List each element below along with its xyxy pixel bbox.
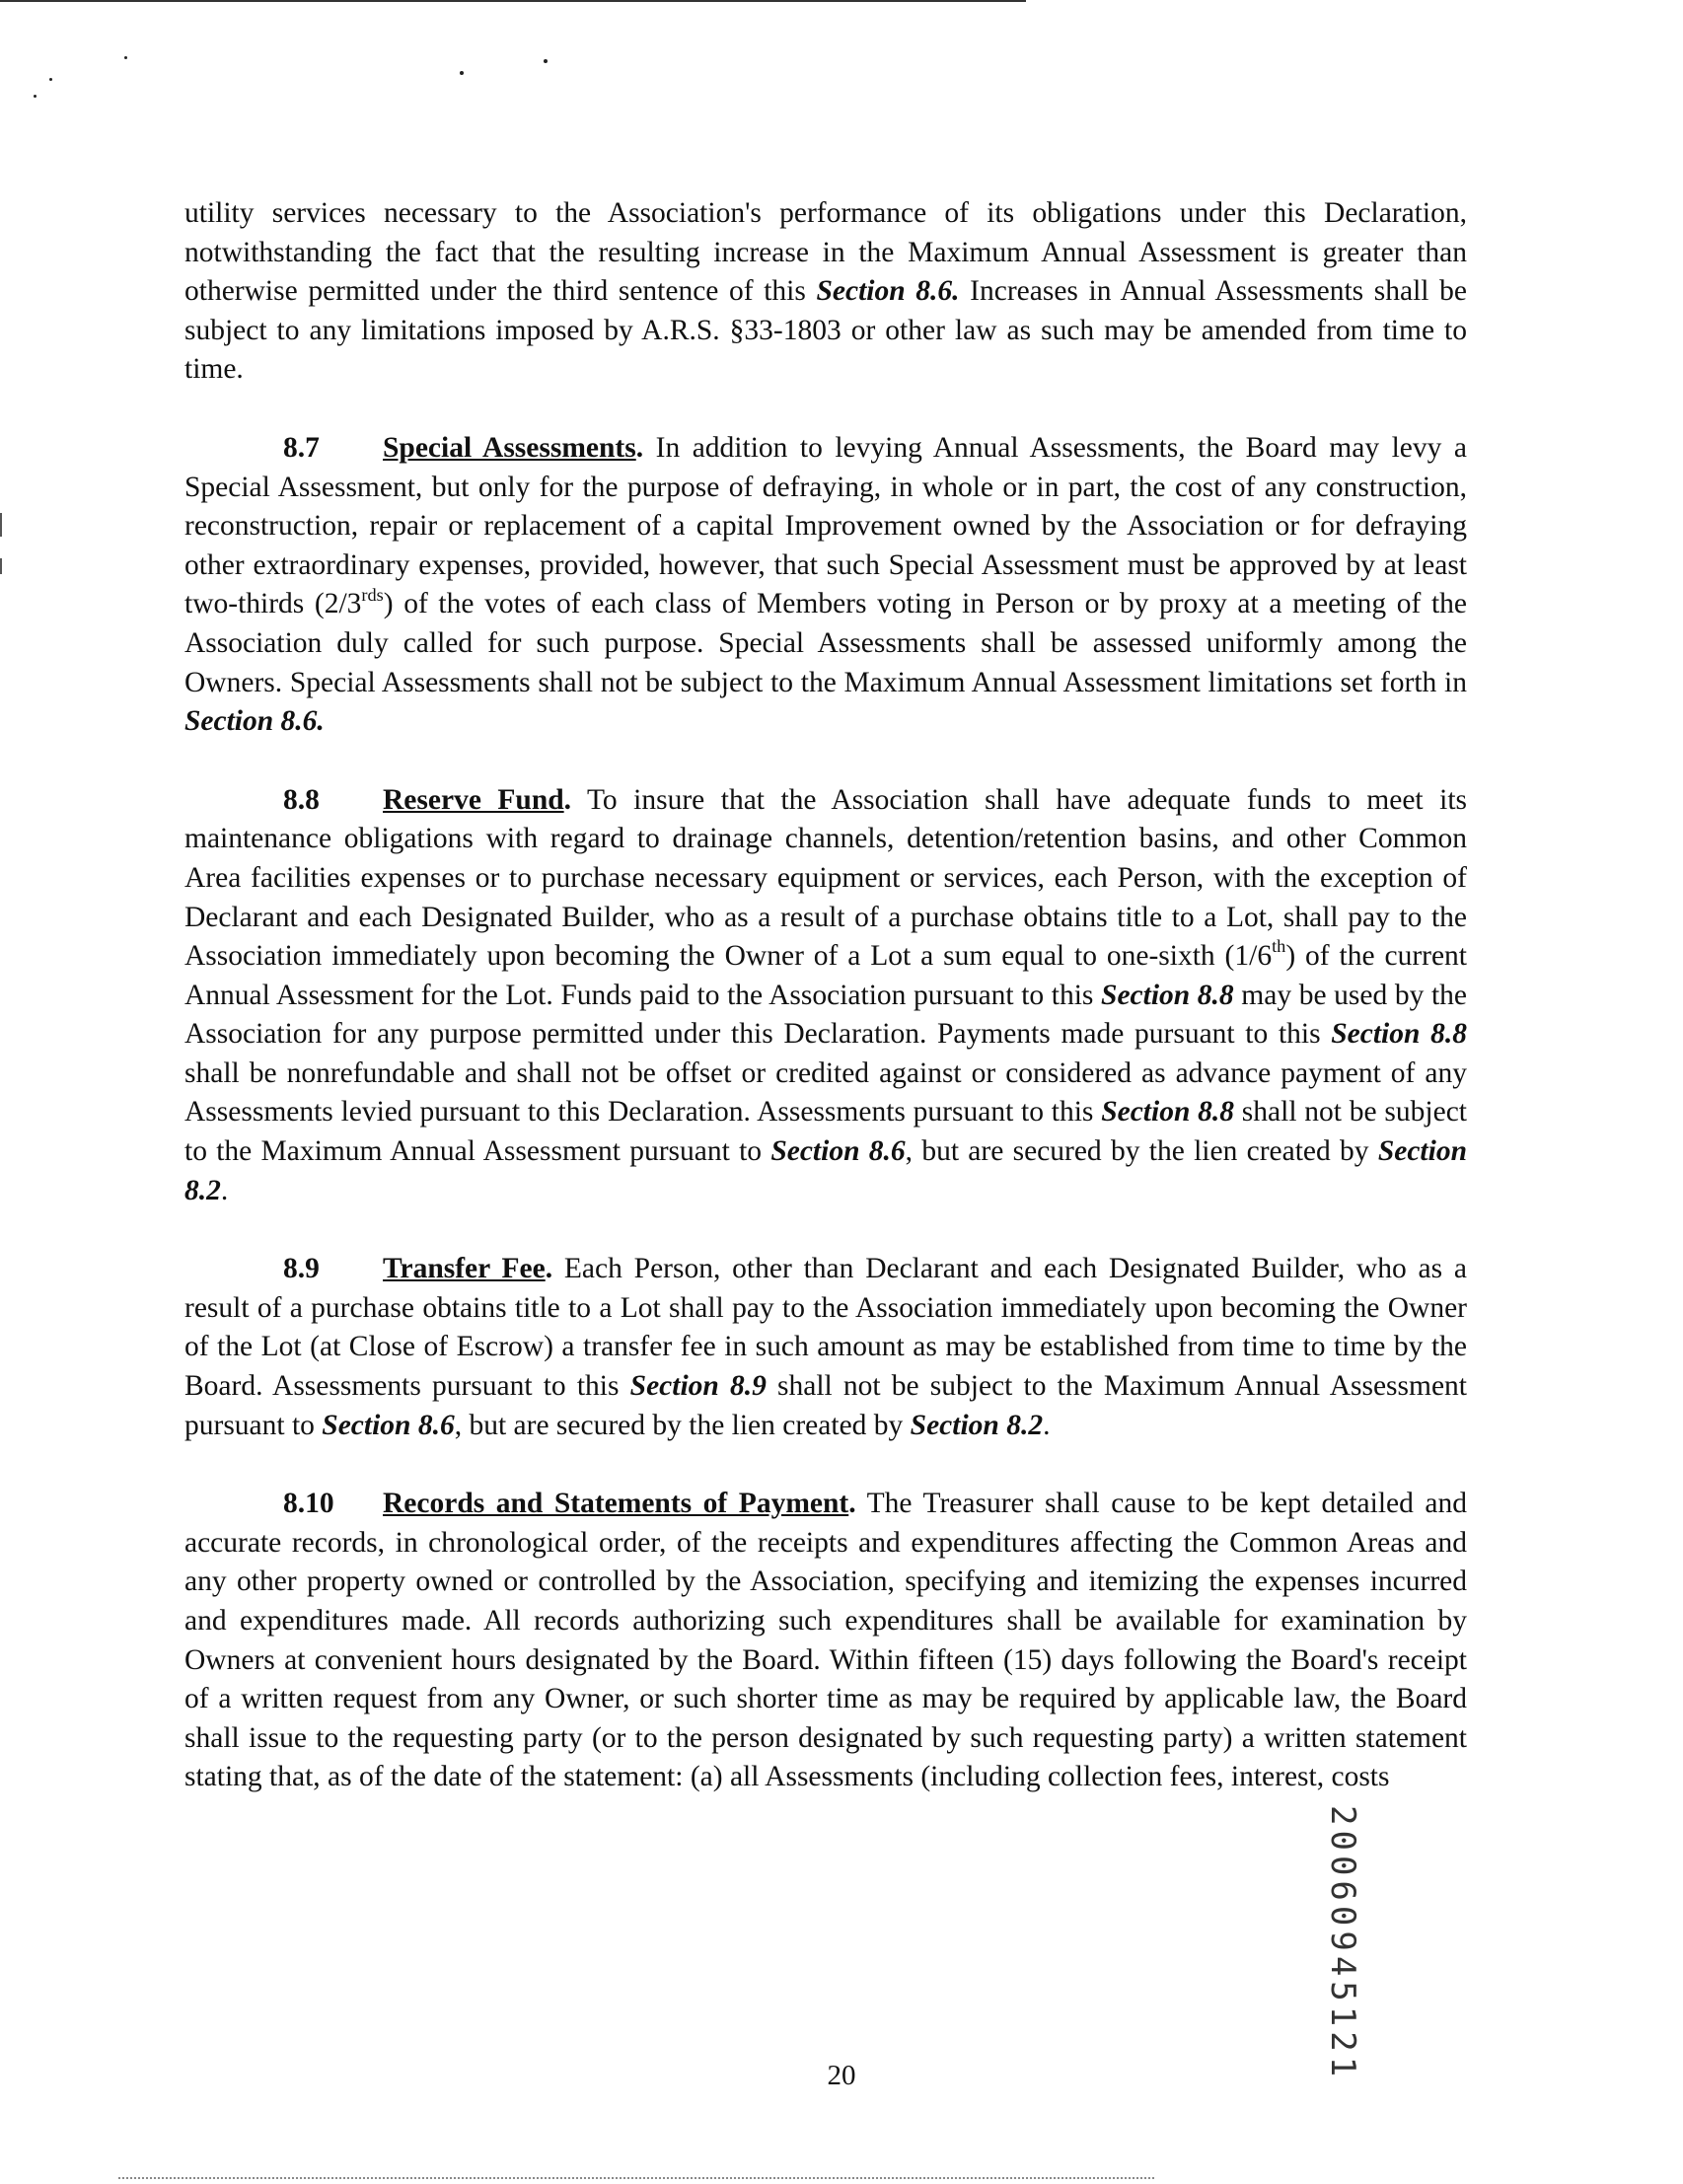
scan-edge-mark	[0, 558, 2, 574]
section-8-10-paragraph: 8.10 Records and Statements of Payment. The Treasurer shall cause to be kept detailed and accurate records, in chronological order, of the receipts and expenditures affecting the Common Areas and any other property owned or controlled by the Association, specifying and itemizing the expenses incurred and expenditures made. All records authorizing such expenditures shall be available for examination by Owners at convenient hours designated by the Board. Within fifteen (15) days following the Board's receipt of a written request from any Owner, or such shorter time as may be required by applicable law, the Board shall issue to the requesting party (or to the person designated by such requesting party) a written statement stating that, as of the date of the statement: (a) all Assessments (including collection fees, interest, costs	[184, 1485, 1467, 1797]
section-reference: Section 8.8	[1101, 979, 1234, 1011]
section-reference: Section 8.6	[322, 1409, 455, 1441]
page-number: 20	[827, 2060, 856, 2091]
section-heading: Transfer Fee	[383, 1253, 546, 1285]
top-border-line	[0, 0, 1026, 2]
section-reference: Section 8.2	[910, 1409, 1044, 1441]
scan-speck	[34, 95, 37, 98]
section-reference: Section 8.6	[770, 1135, 906, 1168]
section-number: 8.8	[283, 783, 320, 816]
section-8-9-paragraph: 8.9 Transfer Fee. Each Person, other than Declarant and each Designated Builder, who as a result of a purchase obtains title to a Lot shall pay to the Association immediately upon becoming the Owner of the Lot (at Close of Escrow) a transfer fee in such amount as may be established from time to time by the Board. Assessments pursuant to this Section 8.9 shall not be subject to the Maximum Annual Assessment pursuant to Section 8.6, but are secured by the lien created by Section 8.2.	[184, 1250, 1467, 1445]
scan-speck	[49, 78, 52, 81]
section-reference: Section 8.2	[184, 1135, 1467, 1206]
section-reference: Section 8.6.	[816, 275, 960, 308]
section-number: 8.10	[283, 1488, 334, 1520]
scan-speck	[124, 56, 127, 59]
bottom-border-line	[118, 2177, 1154, 2179]
scan-edge-mark	[0, 513, 2, 537]
section-number: 8.9	[283, 1253, 320, 1285]
section-8-8-paragraph: 8.8 Reserve Fund. To insure that the Association shall have adequate funds to meet its maintenance obligations with regard to drainage channels, detention/retention basins, and other Common Area facilities expenses or to purchase necessary equipment or services, each Person, with the exception of Declarant and each Designated Builder, who as a result of a purchase obtains title to a Lot, shall pay to the Association immediately upon becoming the Owner of a Lot a sum equal to one-sixth (1/6th) of the current Annual Assessment for the Lot. Funds paid to the Association pursuant to this Section 8.8 may be used by the Association for any purpose permitted under this Declaration. Payments made pursuant to this Section 8.8 shall be nonrefundable and shall not be offset or credited against or considered as advance payment of any Assessments levied pursuant to this Declaration. Assessments pursuant to this Section 8.8 shall not be subject to the Maximum Annual Assessment pursuant to Section 8.6, but are secured by the lien created by Section 8.2.	[184, 781, 1467, 1211]
section-heading: Reserve Fund	[383, 783, 564, 816]
recording-stamp: 20060945121	[1323, 1805, 1362, 2082]
section-reference: Section 8.8	[1331, 1018, 1467, 1051]
section-heading: Records and Statements of Payment	[383, 1488, 849, 1520]
section-heading: Special Assessments	[383, 431, 636, 464]
section-number: 8.7	[283, 431, 320, 464]
scan-speck	[460, 71, 464, 75]
section-8-7-paragraph: 8.7 Special Assessments. In addition to levying Annual Assessments, the Board may levy a Special Assessment, but only for the purpose of defraying, in whole or in part, the cost of any construction, reconstruction, repair or replacement of a capital Improvement owned by the Association or for defraying other extraordinary expenses, provided, however, that such Special Assessment must be approved by at least two-thirds $(2/3^{rds})$ of the votes of each class of Members voting in Person or by proxy at a meeting of the Association duly called for such purpose. Special Assessments shall be assessed uniformly among the Owners. Special Assessments shall not be subject to the Maximum Annual Assessment limitations set forth in Section 8.6.	[184, 429, 1467, 742]
section-reference: Section 8.8	[1101, 1096, 1235, 1128]
section-reference: Section 8.6.	[184, 705, 325, 738]
scan-speck	[544, 59, 548, 63]
document-body	[184, 194, 1467, 1797]
section-reference: Section 8.9	[629, 1370, 767, 1403]
intro-paragraph: utility services necessary to the Association's performance of its obligations under this Declaration, notwithstanding the fact that the resulting increase in the Maximum Annual Assessment is greater than otherwise permitted under the third sentence of this Section 8.6. Increases in Annual Assessments shall be subject to any limitations imposed by A.R.S. §33-1803 or other law as such may be amended from time to time.	[184, 197, 1467, 386]
